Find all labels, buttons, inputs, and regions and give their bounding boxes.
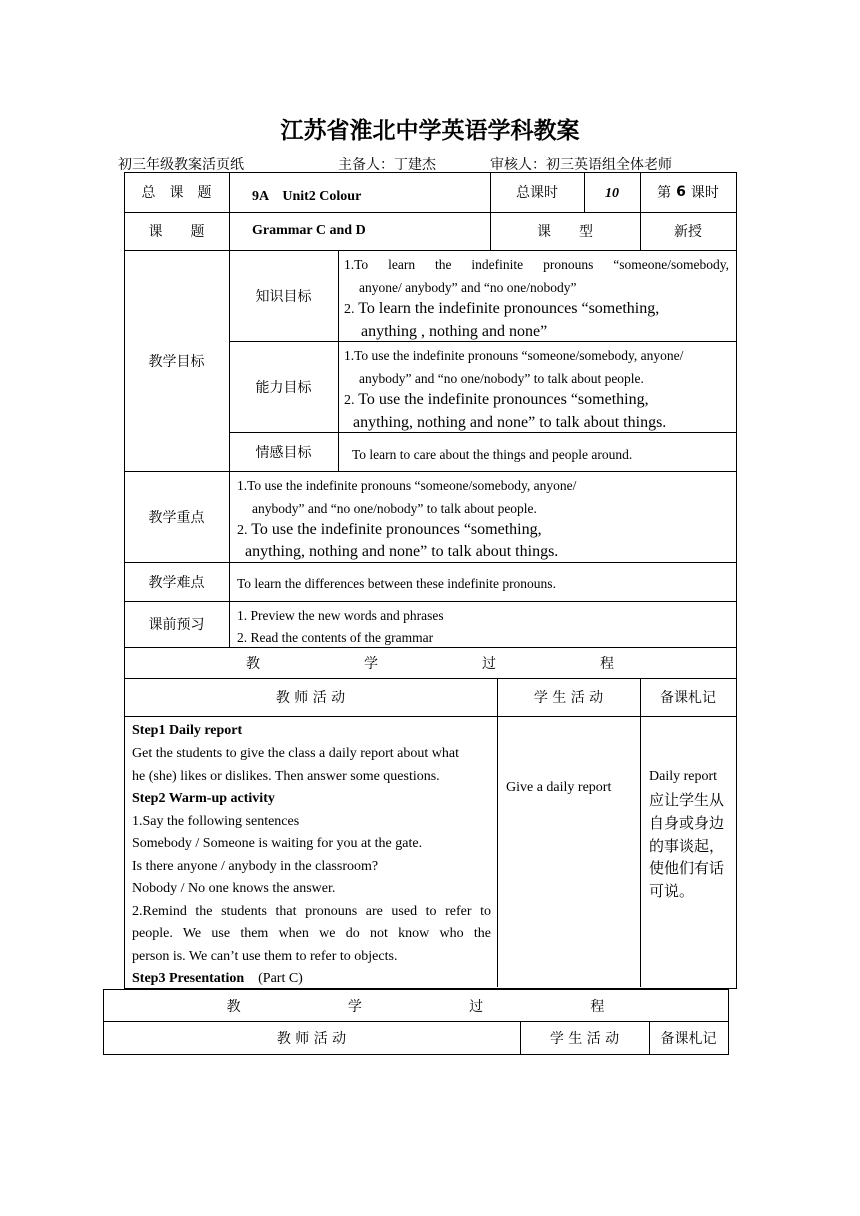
lesson-no-value: 6: [676, 184, 686, 200]
type-value: 新授: [674, 224, 702, 240]
key-points-line-2: anybody” and “no one/nobody” to talk about people.: [252, 501, 537, 516]
total-hours-value: 10: [605, 186, 619, 201]
step1-line-2: he (she) likes or dislikes. Then answer some questions.: [132, 769, 440, 784]
reviewer-label: 审核人：初三英语组全体老师: [490, 157, 672, 173]
key-points-line-4: anything, nothing and none” to talk about things.: [245, 543, 559, 560]
teacher-activity-header: 教 师 活 动: [275, 690, 346, 706]
grade-label: 初三年级教案活页纸: [118, 157, 244, 173]
step2-line-7: person is. We can’t use them to refer to objects.: [132, 949, 398, 964]
page-title: 江苏省淮北中学英语学科教案: [280, 118, 580, 144]
teacher-activity-header-continued: 教 师 活 动: [276, 1031, 347, 1047]
student-activity-header: 学 生 活 动: [533, 690, 604, 706]
step2-line-4: Nobody / No one knows the answer.: [132, 881, 336, 896]
knowledge-line-2: anyone/ anybody” and “no one/nobody”: [359, 280, 577, 295]
ability-label: 能力目标: [255, 379, 312, 396]
step2-line-3: Is there anyone / anybody in the classroom?: [132, 859, 379, 874]
emotion-label: 情感目标: [255, 444, 312, 461]
process-heading: 教 学 过 程: [246, 655, 614, 672]
knowledge-line-3: 2. To learn the indefinite pronounces “something,: [344, 300, 660, 317]
notes-line-1: Daily report: [649, 769, 718, 784]
type-label: 课 型: [537, 224, 593, 240]
ability-line-3: 2. To use the indefinite pronounces “something,: [344, 391, 649, 408]
knowledge-line-1: 1.To learn the indefinite pronouns “someone/somebody,: [344, 257, 729, 272]
preparer-label: 主备人：丁建杰: [338, 157, 436, 173]
notes-line-4: 的事谈起，: [649, 837, 725, 855]
step2-line-5: 2.Remind the students that pronouns are used to refer to: [132, 904, 491, 919]
step2-line-2: Somebody / Someone is waiting for you at the gate.: [132, 836, 423, 851]
ability-line-4: anything, nothing and none” to talk about things.: [353, 414, 667, 431]
total-topic-label: 总 课 题: [141, 185, 212, 201]
total-topic-value: 9A Unit2 Colour: [252, 189, 362, 204]
lesson-no-suffix: 课时: [690, 185, 719, 201]
key-points-line-3: 2. To use the indefinite pronounces “something,: [237, 521, 542, 538]
notes-line-6: 可说。: [649, 882, 695, 900]
key-points-line-1: 1.To use the indefinite pronouns “someone/somebody, anyone/: [237, 478, 577, 493]
difficulties-label: 教学难点: [148, 574, 205, 591]
notes-line-3: 自身或身边: [649, 814, 725, 832]
preview-line-2: 2. Read the contents of the grammar: [237, 630, 434, 645]
objectives-label: 教学目标: [148, 353, 205, 370]
notes-line-2: 应让学生从: [649, 791, 725, 809]
knowledge-line-4: anything , nothing and none”: [361, 323, 548, 340]
lesson-number: [640, 172, 736, 212]
ability-line-2: anybody” and “no one/nobody” to talk about people.: [359, 371, 644, 386]
difficulties-text: To learn the differences between these indefinite pronouns.: [237, 576, 556, 591]
step2-line-6: people. We use them when we do not know who the: [132, 926, 491, 941]
emotion-text: To learn to care about the things and people around.: [352, 447, 633, 462]
total-hours-label: 总课时: [516, 185, 558, 201]
lesson-no-prefix: 第: [657, 185, 672, 201]
step3-title: Step3 Presentation (Part C): [132, 971, 303, 986]
topic-value: Grammar C and D: [252, 223, 366, 238]
step1-title: Step1 Daily report: [132, 723, 243, 738]
ability-line-1: 1.To use the indefinite pronouns “someone/somebody, anyone/: [344, 348, 684, 363]
knowledge-label: 知识目标: [255, 288, 312, 305]
notes-header: 备课札记: [660, 690, 716, 706]
student-activity-header-continued: 学 生 活 动: [549, 1031, 620, 1047]
student-activity-text: Give a daily report: [506, 780, 612, 795]
step2-line-1: 1.Say the following sentences: [132, 814, 300, 829]
notes-line-5: 使他们有话: [649, 859, 725, 877]
preview-label: 课前预习: [148, 617, 205, 633]
process-heading-continued: 教 学 过 程: [226, 998, 605, 1015]
key-points-label: 教学重点: [148, 509, 205, 526]
step1-line-1: Get the students to give the class a daily report about what: [132, 746, 459, 761]
notes-header-continued: 备课札记: [660, 1031, 717, 1047]
preview-line-1: 1. Preview the new words and phrases: [237, 608, 444, 623]
topic-label: 课 题: [148, 224, 205, 240]
step2-title: Step2 Warm-up activity: [132, 791, 275, 806]
